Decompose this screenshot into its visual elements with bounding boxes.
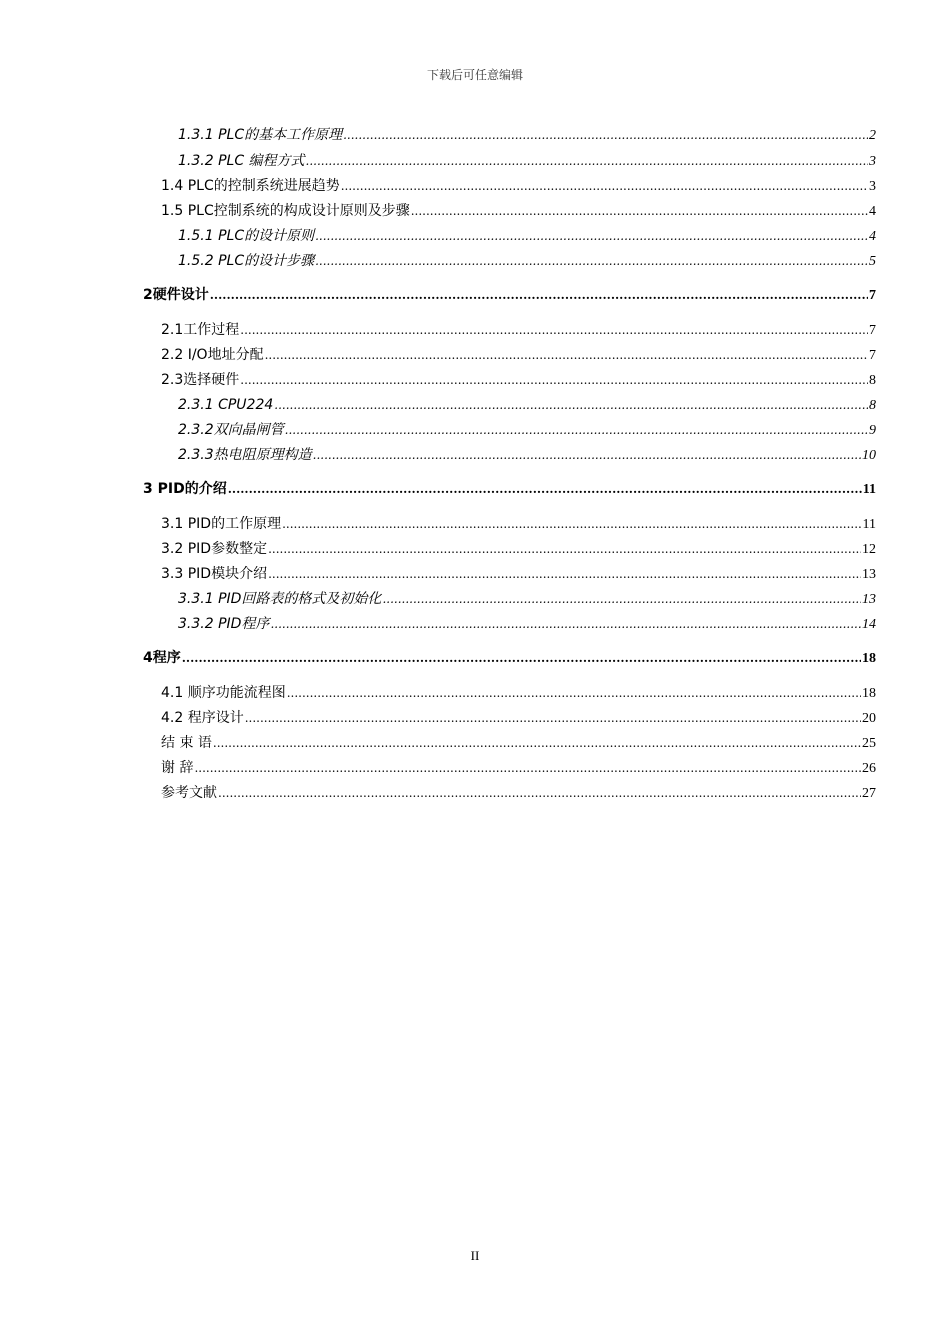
toc-entry[interactable] [161,563,876,585]
dot-leader [306,150,868,172]
toc-entry-page: 20 [862,711,876,726]
toc-entry-title: 3.3 PID模块介绍 [161,566,268,582]
toc-entry[interactable] [178,613,876,635]
toc-entry-page: 7 [869,288,876,303]
toc-entry-page: 4 [869,204,876,219]
dot-leader [287,682,861,704]
dot-leader [213,732,861,754]
toc-entry-page: 18 [862,651,876,666]
toc-entry-page: 3 [869,179,876,194]
page-header: 下载后可任意编辑 [426,68,523,82]
toc-entry-page: 7 [869,348,876,363]
toc-entry-title: 2.3.1 CPU224 [178,397,274,413]
toc-entry-page: 11 [862,517,876,532]
toc-entry-page: 26 [862,761,876,776]
toc-entry-title: 2.3选择硬件 [161,372,240,388]
toc-entry[interactable] [161,369,876,391]
toc-entry-page: 18 [862,686,876,701]
toc-entry[interactable] [178,419,876,441]
dot-leader [315,225,868,247]
toc-entry[interactable] [161,175,876,197]
toc-entry[interactable] [178,150,876,172]
toc-entry-title: 1.3.2 PLC 编程方式 [178,153,305,169]
toc-entry-title: 2.2 I/O地址分配 [161,347,264,363]
dot-leader [245,707,861,729]
toc-entry-title: 2.3.2双向晶闸管 [178,422,284,438]
toc-entry[interactable] [161,757,876,779]
toc-entry[interactable] [161,707,876,729]
toc-entry[interactable] [178,124,876,146]
toc-entry-title: 1.4 PLC的控制系统进展趋势 [161,178,340,194]
dot-leader [268,563,861,585]
dot-leader [270,613,861,635]
toc-entry-page: 25 [862,736,876,751]
toc-entry-page: 8 [869,398,876,413]
toc-entry-page: 4 [869,229,876,244]
toc-entry-title: 3.1 PID的工作原理 [161,516,282,532]
dot-leader [194,757,861,779]
dot-leader [240,369,868,391]
toc-entry-page: 27 [862,786,876,801]
toc-chapter-entry[interactable] [143,647,876,669]
toc-entry-title: 3.3.1 PID回路表的格式及初始化 [178,591,382,607]
dot-leader [265,344,868,366]
toc-entry-page: 12 [862,542,876,557]
toc-entry-title: 2.1工作过程 [161,322,240,338]
dot-leader [285,419,868,441]
toc-entry[interactable] [178,588,876,610]
toc-entry[interactable] [178,250,876,272]
toc-entry-title: 4.2 程序设计 [161,710,244,726]
toc-entry[interactable] [161,732,876,754]
toc-entry-title: 1.3.1 PLC的基本工作原理 [178,127,343,143]
toc-entry[interactable] [178,444,876,466]
toc-chapter-entry[interactable] [143,478,876,500]
toc-entry-page: 14 [862,617,876,632]
dot-leader [282,513,861,535]
dot-leader [182,647,861,669]
toc-entry-title: 2.3.3热电阻原理构造 [178,447,312,463]
toc-entry-title: 3 PID的介绍 [143,481,227,497]
toc-entry[interactable] [178,225,876,247]
toc-entry-page: 9 [869,423,876,438]
page-number: II [470,1248,480,1263]
toc-entry-title: 1.5.1 PLC的设计原则 [178,228,315,244]
dot-leader [382,588,861,610]
toc-entry[interactable] [178,394,876,416]
toc-entry-title: 3.2 PID参数整定 [161,541,268,557]
toc-entry[interactable] [161,513,876,535]
dot-leader [341,175,868,197]
toc-entry-page: 11 [862,482,876,497]
dot-leader [313,444,861,466]
dot-leader [343,124,868,146]
dot-leader [268,538,861,560]
dot-leader [218,782,861,804]
toc-entry-title: 4.1 顺序功能流程图 [161,685,286,701]
toc-entry-page: 7 [869,323,876,338]
toc-entry-page: 13 [862,592,876,607]
toc-entry-title: 谢 辞 [161,760,194,776]
toc-entry-page: 2 [869,128,876,143]
dot-leader [240,319,868,341]
toc-chapter-entry[interactable] [143,284,876,306]
toc-entry-page: 13 [862,567,876,582]
toc-entry[interactable] [161,682,876,704]
toc-entry-title: 1.5.2 PLC的设计步骤 [178,253,315,269]
dot-leader [411,200,868,222]
toc-entry-title: 2硬件设计 [143,287,209,303]
dot-leader [210,284,868,306]
toc-entry-title: 3.3.2 PID程序 [178,616,270,632]
toc-entry[interactable] [161,782,876,804]
toc-entry[interactable] [161,344,876,366]
dot-leader [228,478,862,500]
toc-entry-title: 1.5 PLC控制系统的构成设计原则及步骤 [161,203,410,219]
toc-entry[interactable] [161,200,876,222]
dot-leader [274,394,868,416]
dot-leader [315,250,868,272]
toc-entry[interactable] [161,319,876,341]
toc-entry-page: 3 [869,154,876,169]
toc-entry-page: 5 [869,254,876,269]
toc-entry-page: 8 [869,373,876,388]
toc-entry-title: 4程序 [143,650,181,666]
toc-entry-title: 参考文献 [161,785,217,801]
toc-entry-title: 结 束 语 [161,735,212,751]
toc-entry[interactable] [161,538,876,560]
toc-entry-page: 10 [862,448,876,463]
